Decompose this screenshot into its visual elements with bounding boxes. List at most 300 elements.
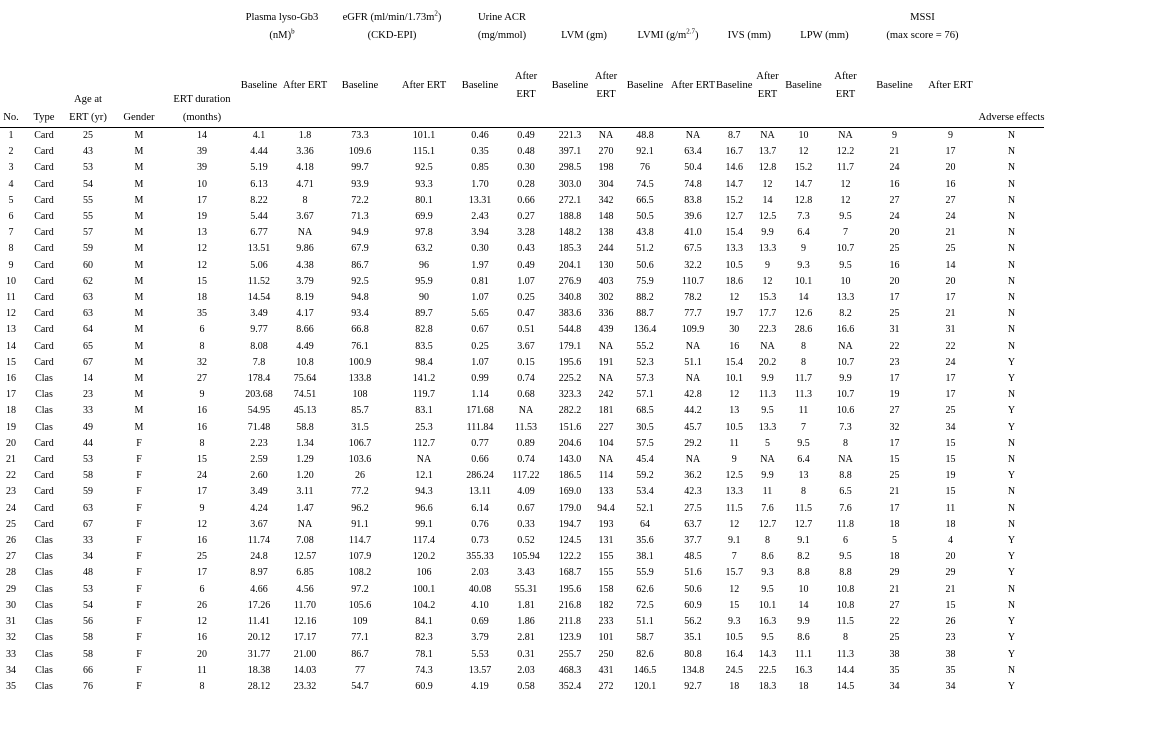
table-cell: 120.1 [633, 680, 657, 692]
table-cell: 9.86 [296, 243, 314, 255]
table-cell: 12 [729, 389, 740, 401]
table-cell: 1.34 [296, 437, 314, 449]
table-cell: 397.1 [558, 146, 582, 158]
table-cell: 53 [83, 454, 93, 466]
table-cell: 17.26 [247, 599, 271, 611]
table-cell: 83.8 [684, 194, 702, 206]
table-row [0, 306, 1044, 322]
table-cell: 13.11 [468, 486, 492, 498]
table-cell: M [134, 194, 144, 206]
table-cell: 0.66 [471, 454, 489, 466]
table-cell: 73.3 [328, 128, 392, 145]
table-cell: 109.6 [348, 146, 372, 158]
table-cell: 16 [889, 178, 900, 190]
table-cell: 13 [197, 227, 207, 239]
table-cell: 108 [352, 389, 368, 401]
table-cell: 9 [8, 259, 14, 271]
table-cell: 14.03 [293, 664, 317, 676]
table-cell: 17 [945, 292, 956, 304]
subheader-baseline: Baseline [716, 80, 753, 91]
table-cell: 272 [598, 680, 614, 692]
table-cell: Card [34, 470, 54, 482]
table-cell: 77 [355, 664, 365, 676]
table-cell: 21 [945, 227, 956, 239]
table-cell: 1.8 [282, 128, 328, 145]
table-cell: M [134, 275, 144, 287]
table-cell: 4.49 [296, 340, 314, 352]
table-cell: 44.2 [684, 405, 702, 417]
table-cell: 194.7 [558, 518, 582, 530]
table-cell: NA [416, 454, 432, 466]
table-cell: 82.3 [415, 632, 433, 644]
table-cell: 1.14 [471, 389, 489, 401]
table-cell: 5 [8, 194, 14, 206]
table-cell: M [134, 389, 144, 401]
table-cell: 32 [6, 632, 16, 644]
table-cell: 4 [947, 535, 953, 547]
table-cell: NA [598, 340, 614, 352]
table-cell: 59.2 [636, 470, 654, 482]
subheader-baseline: Baseline [461, 80, 499, 91]
table-cell: 13.3 [725, 486, 743, 498]
table-cell: NA [824, 128, 866, 145]
table-cell: 8.19 [296, 292, 314, 304]
table-cell: 282.2 [558, 405, 582, 417]
table-cell: 10.8 [836, 583, 855, 595]
table-cell: 2.81 [517, 632, 535, 644]
table-row [0, 647, 1044, 663]
table-cell: 12.2 [836, 146, 855, 158]
table-cell: 355.33 [466, 551, 494, 563]
table-body [0, 128, 1044, 696]
table-cell: 340.8 [558, 292, 582, 304]
table-row [0, 225, 1044, 241]
table-cell: 5.65 [471, 308, 489, 320]
table-cell: 12 [762, 178, 773, 190]
table-row [0, 436, 1044, 452]
table-cell: 250 [598, 648, 614, 660]
table-cell: F [136, 470, 142, 482]
table-cell: Y [1007, 356, 1016, 368]
table-cell: 225.2 [558, 373, 582, 385]
plasma-label: Plasma lyso-Gb3 (nM) [245, 12, 319, 41]
table-cell: 48.5 [684, 551, 702, 563]
table-cell: 27.5 [684, 502, 702, 514]
table-cell: 14 [6, 340, 16, 352]
table-cell: 15.2 [794, 162, 813, 174]
table-cell: 0.31 [517, 648, 535, 660]
table-cell: 3.79 [471, 632, 489, 644]
table-cell: 38 [889, 648, 900, 660]
table-cell: 83.1 [415, 405, 433, 417]
table-cell: 9.5 [839, 211, 852, 223]
table-cell: 7 [731, 551, 737, 563]
table-cell: 18 [889, 518, 900, 530]
table-cell: NA [592, 128, 620, 145]
table-cell: M [134, 405, 144, 417]
table-cell: 276.9 [558, 275, 582, 287]
table-row [0, 274, 1044, 290]
table-cell: 9 [199, 502, 205, 514]
table-cell: 8.2 [839, 308, 852, 320]
table-cell: 8 [764, 535, 770, 547]
table-cell: 35 [889, 664, 900, 676]
table-cell: 6.77 [250, 227, 268, 239]
table-cell: 8 [842, 437, 848, 449]
table-cell: 204.1 [558, 259, 582, 271]
table-cell: 54 [83, 599, 93, 611]
table-cell: 12 [197, 259, 207, 271]
table-cell: 25 [889, 632, 900, 644]
table-cell: 100.9 [348, 356, 372, 368]
table-cell: 3.11 [296, 486, 314, 498]
table-cell: 51.1 [684, 356, 702, 368]
table-cell: 13.3 [758, 421, 777, 433]
table-cell: 96.6 [415, 502, 433, 514]
table-cell: 53 [83, 162, 93, 174]
table-cell: M [134, 324, 144, 336]
table-cell: 22 [945, 340, 956, 352]
table-cell: 12.7 [758, 518, 777, 530]
table-cell: NA [752, 128, 782, 145]
table-cell: 3.49 [250, 486, 268, 498]
table-cell: 106 [416, 567, 432, 579]
table-cell: 78.1 [415, 648, 433, 660]
table-cell: 10.1 [794, 275, 813, 287]
table-cell: 19 [889, 389, 900, 401]
table-cell: 8.6 [761, 551, 774, 563]
table-cell: 85.7 [351, 405, 369, 417]
table-cell: 4.1 [236, 128, 282, 145]
table-cell: 40.08 [468, 583, 492, 595]
table-cell: 11.7 [836, 162, 855, 174]
table-cell: 95.9 [415, 275, 433, 287]
table-cell: 0.46 [456, 128, 504, 145]
table-cell: 31 [889, 324, 900, 336]
table-cell: NA [518, 405, 534, 417]
table-cell: 5.53 [471, 648, 489, 660]
table-cell: 5.06 [250, 259, 268, 271]
table-cell: 0.30 [517, 162, 535, 174]
table-cell: 75.9 [636, 275, 654, 287]
table-cell: 9.3 [761, 567, 774, 579]
table-cell: 1.47 [296, 502, 314, 514]
subheader-after-ert: After ERT [834, 71, 857, 100]
table-cell: 133.8 [348, 373, 372, 385]
table-cell: 29.2 [684, 437, 702, 449]
table-cell: 12 [762, 275, 773, 287]
table-cell: 52.3 [636, 356, 654, 368]
table-cell: 11.5 [794, 502, 813, 514]
table-cell: 76.1 [351, 340, 369, 352]
table-cell: 58 [83, 648, 93, 660]
table-cell: 53.4 [636, 486, 654, 498]
table-cell: 23 [945, 632, 956, 644]
table-cell: 34 [945, 680, 956, 692]
table-cell: 130 [598, 259, 614, 271]
table-cell: 27 [197, 373, 207, 385]
table-cell: 17 [945, 146, 956, 158]
table-cell: 114 [598, 470, 614, 482]
table-cell: 16 [197, 535, 207, 547]
table-cell: 1.07 [517, 275, 535, 287]
table-cell: 221.3 [548, 128, 592, 145]
table-cell: 0.77 [471, 437, 489, 449]
table-cell: 439 [598, 324, 614, 336]
table-cell: 18.6 [725, 275, 743, 287]
table-cell: 4.09 [517, 486, 535, 498]
table-row [0, 614, 1044, 630]
table-cell: 3.79 [296, 275, 314, 287]
table-cell: 63 [83, 292, 93, 304]
table-cell: 96.2 [351, 502, 369, 514]
table-cell: 26 [6, 535, 16, 547]
table-cell: 0.89 [517, 437, 535, 449]
table-cell: 60 [83, 259, 93, 271]
table-cell: 77.1 [351, 632, 369, 644]
table-cell: 0.58 [517, 680, 535, 692]
table-cell: N [1007, 162, 1016, 174]
table-cell: 90 [419, 292, 429, 304]
table-cell: 4.56 [296, 583, 314, 595]
table-cell: 16.3 [794, 664, 813, 676]
table-cell: NA [685, 373, 701, 385]
table-cell: 171.68 [466, 405, 494, 417]
table-cell: 48.8 [620, 128, 670, 145]
table-cell: 11.74 [247, 535, 271, 547]
table-cell: 17 [889, 437, 900, 449]
table-cell: 91.1 [351, 518, 369, 530]
table-cell: 72.5 [636, 599, 654, 611]
table-cell: 22 [889, 340, 900, 352]
table-cell: 44 [83, 437, 93, 449]
table-cell: 0.52 [517, 535, 535, 547]
table-cell: 75.64 [293, 373, 317, 385]
table-cell: 20.12 [247, 632, 271, 644]
table-cell: Y [1007, 535, 1016, 547]
table-row [0, 160, 1044, 176]
table-row [0, 177, 1044, 193]
table-cell: 55.2 [636, 340, 654, 352]
table-cell: 9.5 [761, 405, 774, 417]
table-cell: 6 [199, 583, 205, 595]
table-cell: 14.5 [836, 680, 855, 692]
table-cell: 304 [598, 178, 614, 190]
lvmi-superscript: 2.7 [686, 27, 695, 36]
table-cell: 16 [889, 259, 900, 271]
table-cell: 10 [782, 128, 824, 145]
table-cell: 12 [729, 518, 740, 530]
table-cell: 0.81 [471, 275, 489, 287]
table-cell: 107.9 [348, 551, 372, 563]
table-cell: N [978, 128, 1044, 145]
table-cell: 60.9 [415, 680, 433, 692]
table-cell: 23 [6, 486, 16, 498]
table-cell: 203.68 [245, 389, 273, 401]
table-cell: M [134, 227, 144, 239]
table-cell: 0.49 [504, 128, 548, 145]
table-cell: 10.5 [725, 421, 743, 433]
table-cell: 78.2 [684, 292, 702, 304]
table-cell: 103.6 [348, 454, 372, 466]
table-cell: 19 [6, 421, 16, 433]
table-cell: 11.5 [725, 502, 743, 514]
table-cell: 9.77 [250, 324, 268, 336]
table-cell: 9.1 [797, 535, 810, 547]
table-cell: 352.4 [558, 680, 582, 692]
table-cell: 96 [419, 259, 429, 271]
table-cell: 15.3 [758, 292, 777, 304]
table-cell: 54.7 [351, 680, 369, 692]
table-cell: NA [297, 518, 313, 530]
table-row [0, 339, 1044, 355]
table-cell: 66.8 [351, 324, 369, 336]
table-cell: 255.7 [558, 648, 582, 660]
table-cell: 21 [945, 308, 956, 320]
table-cell: 69.9 [415, 211, 433, 223]
table-cell: 179.0 [558, 502, 582, 514]
table-cell: F [136, 616, 142, 628]
table-cell: 22.3 [758, 324, 777, 336]
table-cell: Clas [35, 599, 53, 611]
table-cell: 10.5 [725, 632, 743, 644]
table-cell: 8.22 [250, 194, 268, 206]
table-cell: 22 [6, 470, 16, 482]
table-cell: 9.9 [761, 227, 774, 239]
table-cell: 97.8 [415, 227, 433, 239]
table-cell: 63.7 [684, 518, 702, 530]
table-cell: 77.2 [351, 486, 369, 498]
table-cell: 9.9 [761, 373, 774, 385]
table-cell: M [134, 356, 144, 368]
table-cell: 43 [83, 146, 93, 158]
table-cell: 15.2 [725, 194, 743, 206]
table-cell: 23 [889, 356, 900, 368]
table-cell: 0.99 [471, 373, 489, 385]
lvmi-label: LVMI (g/m [637, 30, 687, 41]
table-cell: 27 [889, 599, 900, 611]
subheader-baseline: Baseline [341, 80, 379, 91]
table-cell: N [1007, 437, 1016, 449]
table-cell: Card [34, 292, 54, 304]
table-cell: 17.7 [758, 308, 777, 320]
table-cell: 32 [197, 356, 207, 368]
table-cell: 18 [197, 292, 207, 304]
table-cell: 53 [83, 583, 93, 595]
table-cell: N [1007, 324, 1016, 336]
table-cell: 10.1 [758, 599, 777, 611]
table-cell: 34 [6, 664, 16, 676]
table-cell: 11.7 [794, 373, 813, 385]
table-cell: 191 [598, 356, 614, 368]
table-cell: 3.49 [250, 308, 268, 320]
table-cell: 55 [83, 211, 93, 223]
table-cell: 8 [800, 486, 806, 498]
table-cell: 9 [866, 128, 922, 145]
table-cell: 9 [764, 259, 770, 271]
table-cell: 15 [945, 486, 956, 498]
table-cell: 1.07 [471, 356, 489, 368]
table-cell: 148 [598, 211, 614, 223]
table-cell: N [1007, 308, 1016, 320]
table-row [0, 144, 1044, 160]
table-cell: 7.08 [296, 535, 314, 547]
table-cell: 18.3 [758, 680, 777, 692]
table-cell: 72.2 [351, 194, 369, 206]
table-cell: 20 [6, 437, 16, 449]
table-cell: N [1007, 178, 1016, 190]
table-cell: 71.48 [247, 421, 271, 433]
table-cell: 13.31 [468, 194, 492, 206]
table-cell: 270 [598, 146, 614, 158]
table-cell: 122.2 [558, 551, 582, 563]
table-cell: 155 [598, 567, 614, 579]
table-cell: 14.7 [725, 178, 743, 190]
table-cell: 20.2 [758, 356, 777, 368]
table-cell: 0.74 [517, 373, 535, 385]
table-cell: M [134, 308, 144, 320]
table-cell: 52.1 [636, 502, 654, 514]
table-cell: 17 [889, 292, 900, 304]
table-cell: 76 [83, 680, 93, 692]
table-cell: 8 [800, 356, 806, 368]
table-cell: 4.19 [471, 680, 489, 692]
table-cell: 25 [889, 470, 900, 482]
table-cell: 28.12 [247, 680, 271, 692]
table-row [0, 371, 1044, 387]
table-cell: 25 [889, 308, 900, 320]
table-cell: 31 [6, 616, 16, 628]
table-cell: 16.7 [725, 146, 743, 158]
table-cell: 119.7 [412, 389, 436, 401]
table-cell: 181 [598, 405, 614, 417]
table-cell: 25 [197, 551, 207, 563]
table-cell: 13.3 [725, 243, 743, 255]
table-cell: 39.6 [684, 211, 702, 223]
table-cell: 544.8 [558, 324, 582, 336]
table-cell: N [1007, 275, 1016, 287]
table-cell: 8 [8, 243, 14, 255]
table-cell: 13.57 [468, 664, 492, 676]
table-cell: 272.1 [558, 194, 582, 206]
table-cell: 20 [945, 162, 956, 174]
table-cell: 15 [945, 454, 956, 466]
table-cell: 94.9 [351, 227, 369, 239]
table-cell: 0.76 [471, 518, 489, 530]
table-cell: 13.51 [247, 243, 271, 255]
table-cell: 25 [945, 243, 956, 255]
table-cell: 108.2 [348, 567, 372, 579]
table-cell: 3.67 [517, 340, 535, 352]
table-cell: 12 [840, 194, 851, 206]
table-cell: 5 [764, 437, 770, 449]
table-cell: Clas [35, 616, 53, 628]
table-cell: Card [34, 502, 54, 514]
table-cell: 10 [197, 178, 207, 190]
table-cell: 182 [598, 599, 614, 611]
table-cell: 178.4 [247, 373, 271, 385]
table-cell: 68.5 [636, 405, 654, 417]
table-cell: Card [34, 437, 54, 449]
table-cell: 35.1 [684, 632, 702, 644]
table-cell: 82.8 [415, 324, 433, 336]
table-row [0, 549, 1044, 565]
table-cell: 10.7 [836, 243, 855, 255]
table-row [0, 582, 1044, 598]
table-cell: 83.5 [415, 340, 433, 352]
table-cell: 29 [945, 567, 956, 579]
table-cell: 27 [6, 551, 16, 563]
